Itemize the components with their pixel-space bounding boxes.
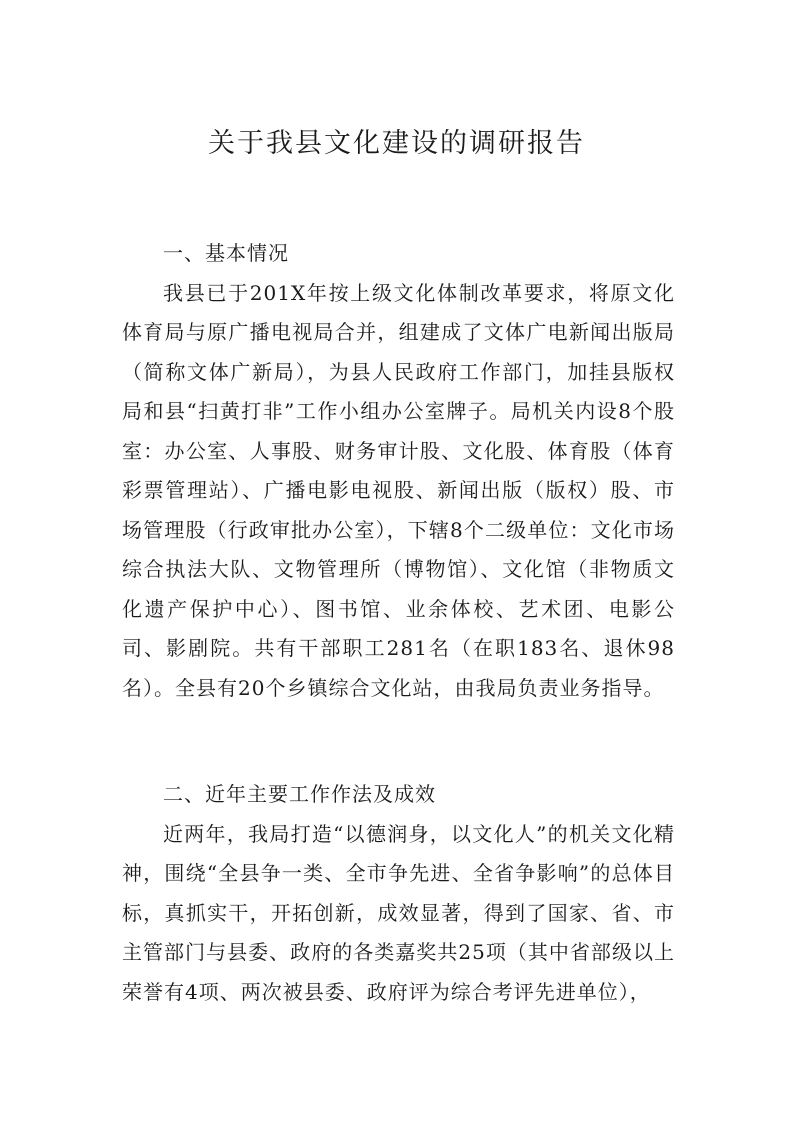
section-work-results [122,775,675,1012]
section-heading: 一、基本情况 [163,241,289,265]
section-paragraph: 我县已于201X年按上级文化体制改革要求，将原文化体育局与原广播电视局合并，组建成了文体广电新闻出版局（简称文体广新局），为县人民政府工作部门，加挂县版权局和县“扫黄打非”工作小组办公室牌子。局机关内设8个股室：办公室、人事股、财务审计股、文化股、体育股（体育彩票管理站）、广播电影电视股、新闻出版（版权）股、市场管理股（行政审批办公室），下辖8个二级单位：文化市场综合执法大队、文物管理所（博物馆）、文化馆（非物质文化遗产保护中心）、图书馆、业余体校、艺术团、电影公司、影剧院。共有干部职工281名（在职183名、退休98名）。全县有20个乡镇综合文化站，由我局负责业务指导。 [122,280,675,700]
section-paragraph: 近两年，我局打造“以德润身，以文化人”的机关文化精神，围绕“全县争一类、全市争先进、全省争影响”的总体目标，真抓实干，开拓创新，成效显著，得到了国家、省、市主管部门与县委、政府的各类嘉奖共25项（其中省部级以上荣誉有4项、两次被县委、政府评为综合考评先进单位）， [122,821,675,1004]
section-heading: 二、近年主要工作作法及成效 [163,782,436,806]
section-basic-info [122,234,675,708]
document-title: 关于我县文化建设的调研报告 [208,128,585,159]
